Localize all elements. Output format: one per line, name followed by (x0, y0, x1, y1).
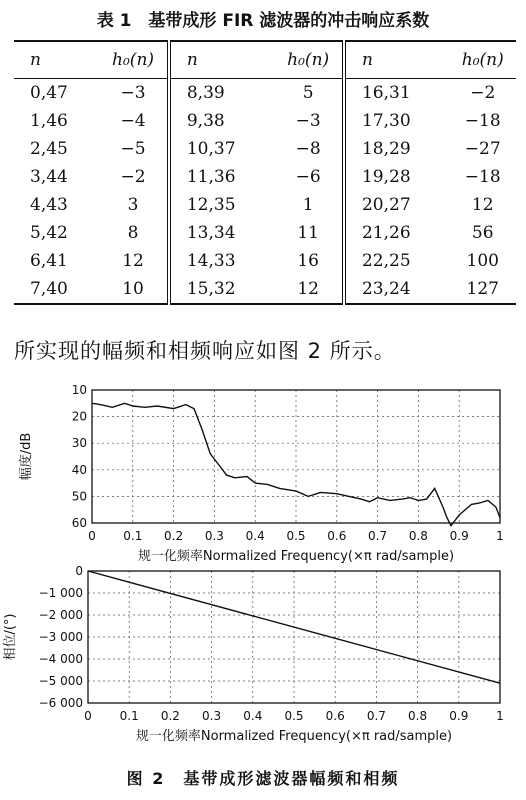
table-cell-h: −4 (120, 111, 146, 131)
x-tick-label: 0.1 (119, 709, 139, 723)
x-tick-label: 0.9 (449, 529, 469, 543)
table-cell-n: 21,26 (344, 219, 450, 247)
table-cell-h: −2 (470, 83, 496, 103)
x-axis-label: 规一化频率Normalized Frequency(×π rad/sample) (135, 729, 453, 744)
x-tick-label: 0.1 (123, 529, 143, 543)
table-cell-h: −6 (295, 167, 321, 187)
y-axis-label: 相位/(°) (3, 613, 18, 661)
table-row (14, 247, 516, 275)
table-cell-n: 1,46 (30, 111, 68, 131)
x-tick-label: 0.9 (449, 709, 469, 723)
table-cell-n: 6,41 (30, 251, 68, 271)
table-cell-h: 16 (297, 251, 319, 271)
y-tick-label: 0 (75, 564, 83, 578)
table-cell-h: −3 (120, 83, 146, 103)
table-cell-h: −2 (120, 167, 146, 187)
y-tick-label: 40 (71, 462, 87, 477)
header-h: h₀(n) (287, 50, 330, 70)
x-tick-label: 0.3 (204, 529, 224, 543)
table-cell-h: −3 (295, 111, 321, 131)
x-tick-label: 0 (84, 709, 92, 723)
y-tick-label: −3 000 (38, 630, 83, 644)
table-cell-h: 12 (471, 195, 494, 215)
y-axis-label: 幅度/dB (19, 432, 34, 481)
x-tick-label: 0.5 (286, 529, 306, 543)
table-row (14, 219, 516, 247)
x-tick-label: 1 (496, 529, 504, 543)
table-cell-n: 8,39 (169, 79, 275, 108)
x-tick-label: 0.8 (408, 709, 428, 723)
header-h: h₀(n) (112, 50, 155, 70)
x-axis-label: 规一化频率Normalized Frequency(×π rad/sample) (137, 549, 455, 563)
table-row (14, 79, 516, 108)
table-cell-n: 15,32 (169, 275, 275, 304)
phase-chart (0, 563, 526, 758)
header-n: n (169, 41, 275, 79)
table-cell-n: 12,35 (169, 191, 275, 219)
y-tick-label: 60 (71, 516, 87, 530)
x-tick-label: 0.7 (368, 529, 388, 543)
x-tick-label: 0.3 (202, 709, 222, 723)
table-cell-h: 12 (122, 251, 144, 271)
y-tick-label: −2 000 (38, 608, 83, 622)
table-row (14, 107, 516, 135)
header-n: n (30, 50, 41, 70)
table-cell-n: 3,44 (30, 167, 68, 187)
coefficient-table (14, 40, 516, 305)
x-tick-label: 0.4 (243, 709, 263, 723)
table-cell-n: 4,43 (30, 195, 68, 215)
table-cell-n: 20,27 (344, 191, 450, 219)
table-cell-n: 13,34 (169, 219, 275, 247)
y-tick-label: 20 (71, 409, 87, 424)
table-cell-n: 22,25 (344, 247, 450, 275)
x-tick-label: 0.6 (327, 529, 347, 543)
table-cell-h: 8 (127, 223, 139, 243)
x-tick-label: 0.4 (245, 529, 265, 543)
magnitude-chart (0, 378, 526, 563)
table-cell-h: 127 (466, 279, 499, 299)
table-cell-h: 10 (122, 279, 144, 299)
y-tick-label: −6 000 (38, 696, 83, 710)
table-cell-n: 5,42 (30, 223, 68, 243)
x-tick-label: 0.5 (284, 709, 304, 723)
y-tick-label: −1 000 (38, 586, 83, 600)
table-cell-n: 11,36 (169, 163, 275, 191)
y-tick-label: 30 (71, 436, 87, 451)
table-cell-n: 23,24 (344, 275, 450, 304)
table-cell-n: 9,38 (169, 107, 275, 135)
table-cell-h: 12 (297, 279, 319, 299)
header-h: h₀(n) (461, 50, 504, 70)
table-cell-h: −8 (295, 139, 321, 159)
x-tick-label: 0.2 (160, 709, 180, 723)
table-cell-h: 3 (127, 195, 139, 215)
table-row (14, 163, 516, 191)
header-n: n (344, 41, 450, 79)
table-cell-h: −18 (464, 167, 501, 187)
table-cell-n: 0,47 (30, 83, 68, 103)
table-cell-n: 18,29 (344, 135, 450, 163)
x-tick-label: 1 (496, 709, 504, 723)
x-tick-label: 0.6 (325, 709, 345, 723)
body-paragraph: 所实现的幅频和相频响应如图 2 所示。 (14, 339, 396, 363)
table-header-row (14, 41, 516, 79)
x-tick-label: 0.2 (164, 529, 184, 543)
table-cell-n: 2,45 (30, 139, 68, 159)
table-cell-h: 11 (297, 223, 319, 243)
table-cell-h: −27 (464, 139, 501, 159)
x-tick-label: 0.7 (366, 709, 386, 723)
table-cell-h: 5 (302, 83, 314, 103)
table-cell-n: 19,28 (344, 163, 450, 191)
table-cell-h: 100 (466, 251, 499, 271)
table-title: 表 1 基带成形 FIR 滤波器的冲击响应系数 (96, 11, 430, 31)
table-cell-h: −18 (464, 111, 501, 131)
table-cell-n: 10,37 (169, 135, 275, 163)
table-cell-h: 1 (302, 195, 314, 215)
table-cell-h: 56 (471, 223, 494, 243)
table-row (14, 135, 516, 163)
y-tick-label: 50 (71, 489, 87, 504)
x-tick-label: 0 (88, 529, 96, 543)
y-tick-label: 10 (71, 383, 87, 397)
y-tick-label: −5 000 (38, 674, 83, 688)
table-cell-n: 17,30 (344, 107, 450, 135)
table-row (14, 191, 516, 219)
table-cell-n: 16,31 (344, 79, 450, 108)
x-tick-label: 0.8 (408, 529, 428, 543)
table-cell-h: −5 (120, 139, 146, 159)
table-cell-n: 14,33 (169, 247, 275, 275)
figure-caption: 图 2 基带成形滤波器幅频和相频 (126, 769, 400, 788)
table-cell-n: 7,40 (30, 279, 68, 299)
y-tick-label: −4 000 (38, 652, 83, 666)
table-row (14, 275, 516, 304)
